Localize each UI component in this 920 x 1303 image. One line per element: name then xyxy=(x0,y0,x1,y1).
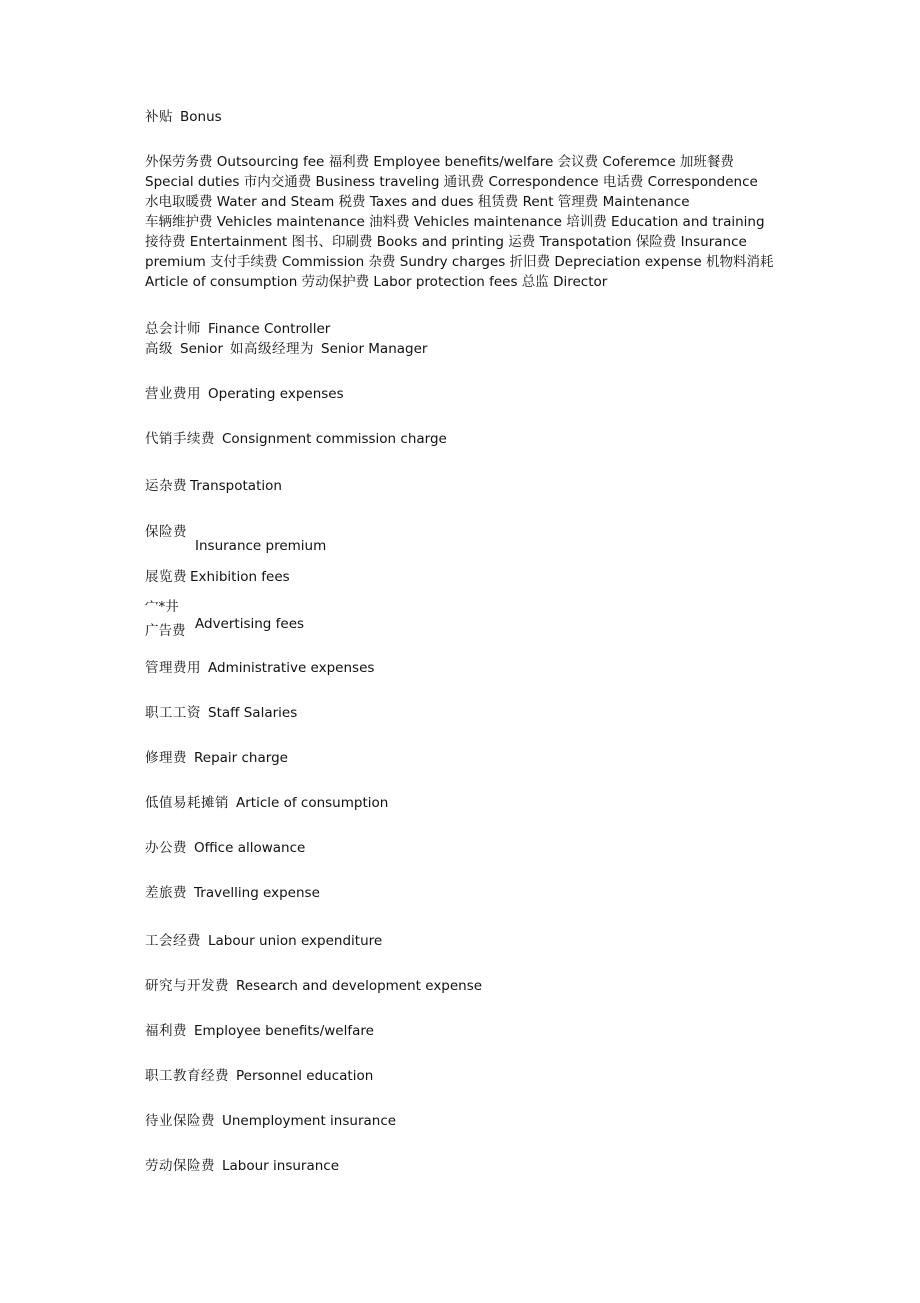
fee-paragraph xyxy=(145,152,805,292)
term-cn: 劳动保险费 xyxy=(145,1158,215,1174)
entry-research xyxy=(145,976,482,996)
term-en: Staff Salaries xyxy=(208,705,298,721)
entry-consumption xyxy=(145,793,388,813)
entry-senior xyxy=(145,339,427,359)
term-en: Senior xyxy=(180,341,223,357)
term-cn: 展览费 xyxy=(145,569,187,585)
entry-operating-expenses xyxy=(145,384,344,404)
term-cn: 研究与开发费 xyxy=(145,978,229,994)
paragraph-line: 水电取暖费 Water and Steam 税费 Taxes and dues 租赁费 Rent 管理费 Maintenance xyxy=(145,194,690,210)
term-en: Bonus xyxy=(180,109,222,125)
term-en: Labour insurance xyxy=(222,1158,340,1174)
term-cn: 运杂费 xyxy=(145,478,187,494)
entry-advertising-cn-top: 宀*井 xyxy=(145,599,179,615)
term-cn: 待业保险费 xyxy=(145,1113,215,1129)
entry-unemployment xyxy=(145,1111,396,1131)
term-en: Office allowance xyxy=(194,840,306,856)
term-en: Article of consumption xyxy=(236,795,389,811)
term-en: Finance Controller xyxy=(208,321,331,337)
term-en: Personnel education xyxy=(236,1068,374,1084)
entry-staff-salaries xyxy=(145,703,297,723)
paragraph-line: 车辆维护费 Vehicles maintenance 油料费 Vehicles maintenance 培训费 Education and training xyxy=(145,214,765,230)
term-cn: 修理费 xyxy=(145,750,187,766)
term-en: Unemployment insurance xyxy=(222,1113,397,1129)
term-cn: 补贴 xyxy=(145,109,173,125)
term-en: Repair charge xyxy=(194,750,288,766)
entry-exhibition xyxy=(145,567,290,587)
entry-welfare xyxy=(145,1021,374,1041)
entry-consignment xyxy=(145,429,447,449)
entry-advertising-en: Advertising fees xyxy=(195,616,305,632)
term-cn: 福利费 xyxy=(145,1023,187,1039)
term-cn: 职工工资 xyxy=(145,705,201,721)
term-en: Consignment commission charge xyxy=(222,431,447,447)
term-en: Transpotation xyxy=(190,478,282,494)
term-cn: 营业费用 xyxy=(145,386,201,402)
paragraph-line: Article of consumption 劳动保护费 Labor protection fees 总监 Director xyxy=(145,274,608,290)
entry-travelling xyxy=(145,883,320,903)
term-en: Exhibition fees xyxy=(190,569,290,585)
entry-repair xyxy=(145,748,288,768)
paragraph-line: 外保劳务费 Outsourcing fee 福利费 Employee benefits/welfare 会议费 Coferemce 加班餐费 xyxy=(145,154,734,170)
entry-finance-controller xyxy=(145,319,330,339)
term-en: Employee benefits/welfare xyxy=(194,1023,374,1039)
term-cn: 总会计师 xyxy=(145,321,201,337)
term-en: Travelling expense xyxy=(194,885,320,901)
entry-transpotation xyxy=(145,476,282,496)
term-cn: 管理费用 xyxy=(145,660,201,676)
term-en-2: Senior Manager xyxy=(321,341,428,357)
paragraph-line: premium 支付手续费 Commission 杂费 Sundry charges 折旧费 Depreciation expense 机物料消耗 xyxy=(145,254,774,270)
entry-labour-insurance xyxy=(145,1156,339,1176)
entry-insurance-en: Insurance premium xyxy=(195,538,327,554)
term-en: Operating expenses xyxy=(208,386,344,402)
paragraph-line: 接待费 Entertainment 图书、印刷费 Books and printing 运费 Transpotation 保险费 Insurance xyxy=(145,234,747,250)
term-cn: 代销手续费 xyxy=(145,431,215,447)
term-en: Research and development expense xyxy=(236,978,483,994)
term-cn: 差旅费 xyxy=(145,885,187,901)
entry-labour-union xyxy=(145,931,382,951)
entry-admin-expenses xyxy=(145,658,374,678)
entry-advertising-cn-bottom: 广告费 xyxy=(145,623,186,639)
term-en: Labour union expenditure xyxy=(208,933,383,949)
term-cn: 保险费 xyxy=(145,524,187,540)
term-cn: 办公费 xyxy=(145,840,187,856)
term-cn-2: 如高级经理为 xyxy=(230,341,314,357)
entry-insurance-cn xyxy=(145,522,187,542)
term-en: Administrative expenses xyxy=(208,660,375,676)
entry-bonus xyxy=(145,107,222,127)
term-cn: 工会经费 xyxy=(145,933,201,949)
paragraph-line: Special duties 市内交通费 Business traveling 通讯费 Correspondence 电话费 Correspondence xyxy=(145,174,758,190)
term-cn: 低值易耗摊销 xyxy=(145,795,229,811)
entry-education xyxy=(145,1066,373,1086)
term-cn: 职工教育经费 xyxy=(145,1068,229,1084)
term-cn: 高级 xyxy=(145,341,173,357)
entry-office xyxy=(145,838,305,858)
